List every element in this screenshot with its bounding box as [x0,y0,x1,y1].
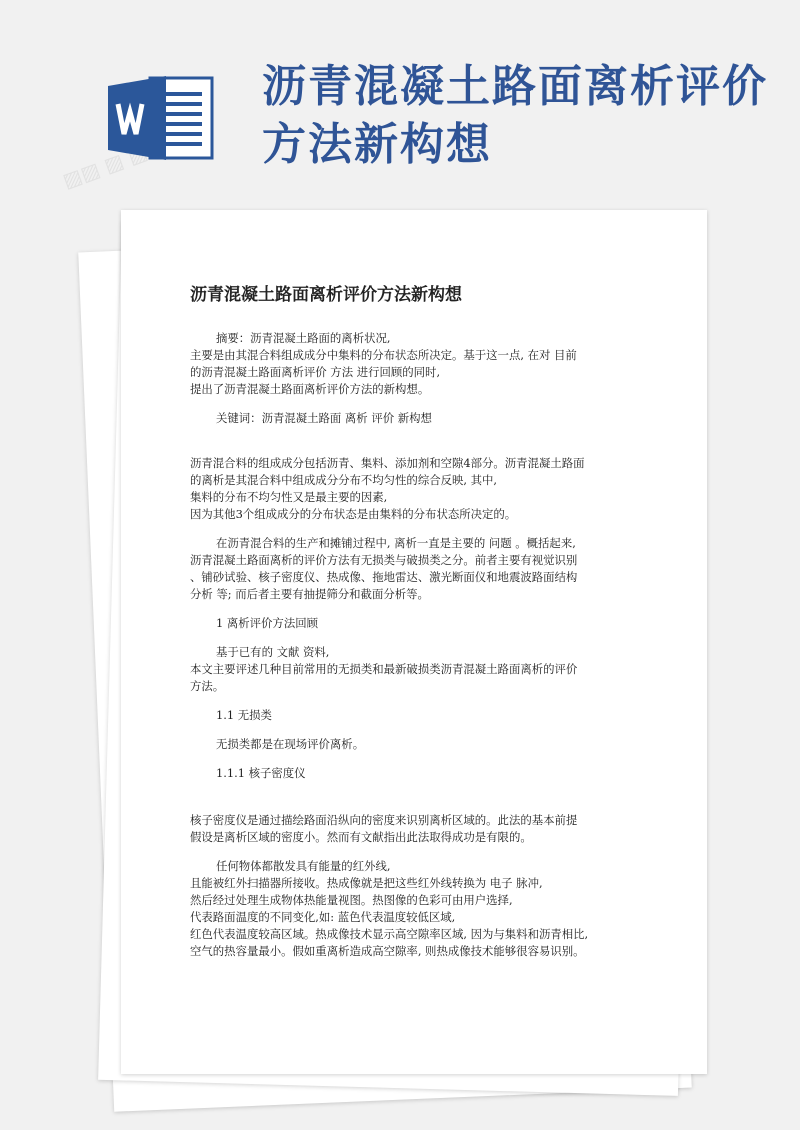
document-body [190,270,650,972]
paragraph-3: 核子密度仪是通过描绘路面沿纵向的密度来识别离析区域的。此法的基本前提 假设是离析区域的密度小。然而有文献指出此法取得成功是有限的。 [190,813,578,844]
abstract-line: 摘要：沥青混凝土路面的离析状况, [216,331,391,345]
watermark: ▨▨ ▨ ▨ ▨ [59,131,175,193]
abstract [190,330,650,398]
section-1-1-text: 无损类都是在现场评价离析。 [216,737,365,751]
word-document-icon [108,72,216,164]
abstract-line: 提出了沥青混凝土路面离析评价方法的新构想。 [190,382,430,396]
abstract-line: 主要是由其混合料组成成分中集料的分布状态所决定。基于这一点, 在对 目前 [190,348,577,362]
paragraph-4: 任何物体都散发具有能量的红外线, 且能被红外扫描器所接收。热成像就是把这些红外线转换为 电子 脉冲, 然后经过处理生成物体热能量视图。热图像的色彩可由用户选择, 代表路面温度的不同变化,如: 蓝色代表温度较低区域, 红色代表温度较高区域。热成像技术显示高空隙率区域, 因为与集料和沥青相比, 空气的热容量最小。假如重离析造成高空隙率, 则热成像技术能够很容易识别。 [190,859,589,958]
section-heading-1-1: 1.1 无损类 [216,708,272,722]
section-heading-1-1-1: 1.1.1 核子密度仪 [216,766,306,780]
header-title: 沥青混凝土路面离析评价方法新构想 [262,61,768,170]
paragraph-1: 沥青混合料的组成成分包括沥青、集料、添加剂和空隙4部分。沥青混凝土路面 的离析是其混合料中组成成分分布不均匀性的综合反映, 其中, 集料的分布不均匀性又是最主要的因素, 因为其他3个组成成分的分布状态是由集料的分布状态所决定的。 [190,456,585,521]
section-1-text: 基于已有的 文献 资料, 本文主要评述几种目前常用的无损类和最新破损类沥青混凝土路面离析的评价 方法。 [190,645,578,693]
section-heading-1: 1 离析评价方法回顾 [216,616,318,630]
keywords: 关键词：沥青混凝土路面 离析 评价 新构想 [216,411,432,425]
abstract-line: 的沥青混凝土路面离析评价 方法 进行回顾的同时, [190,365,441,379]
paragraph-2: 在沥青混合料的生产和摊铺过程中, 离析一直是主要的 问题 。概括起来, 沥青混凝土路面离析的评价方法有无损类与破损类之分。前者主要有视觉识别 、铺砂试验、核子密度仪、热成像、拖地雷达、激光断面仪和地震波路面结构 分析 等; 而后者主要有抽提筛分和截面分析等。 [190,536,578,601]
document-title: 沥青混凝土路面离析评价方法新构想 [190,285,462,305]
